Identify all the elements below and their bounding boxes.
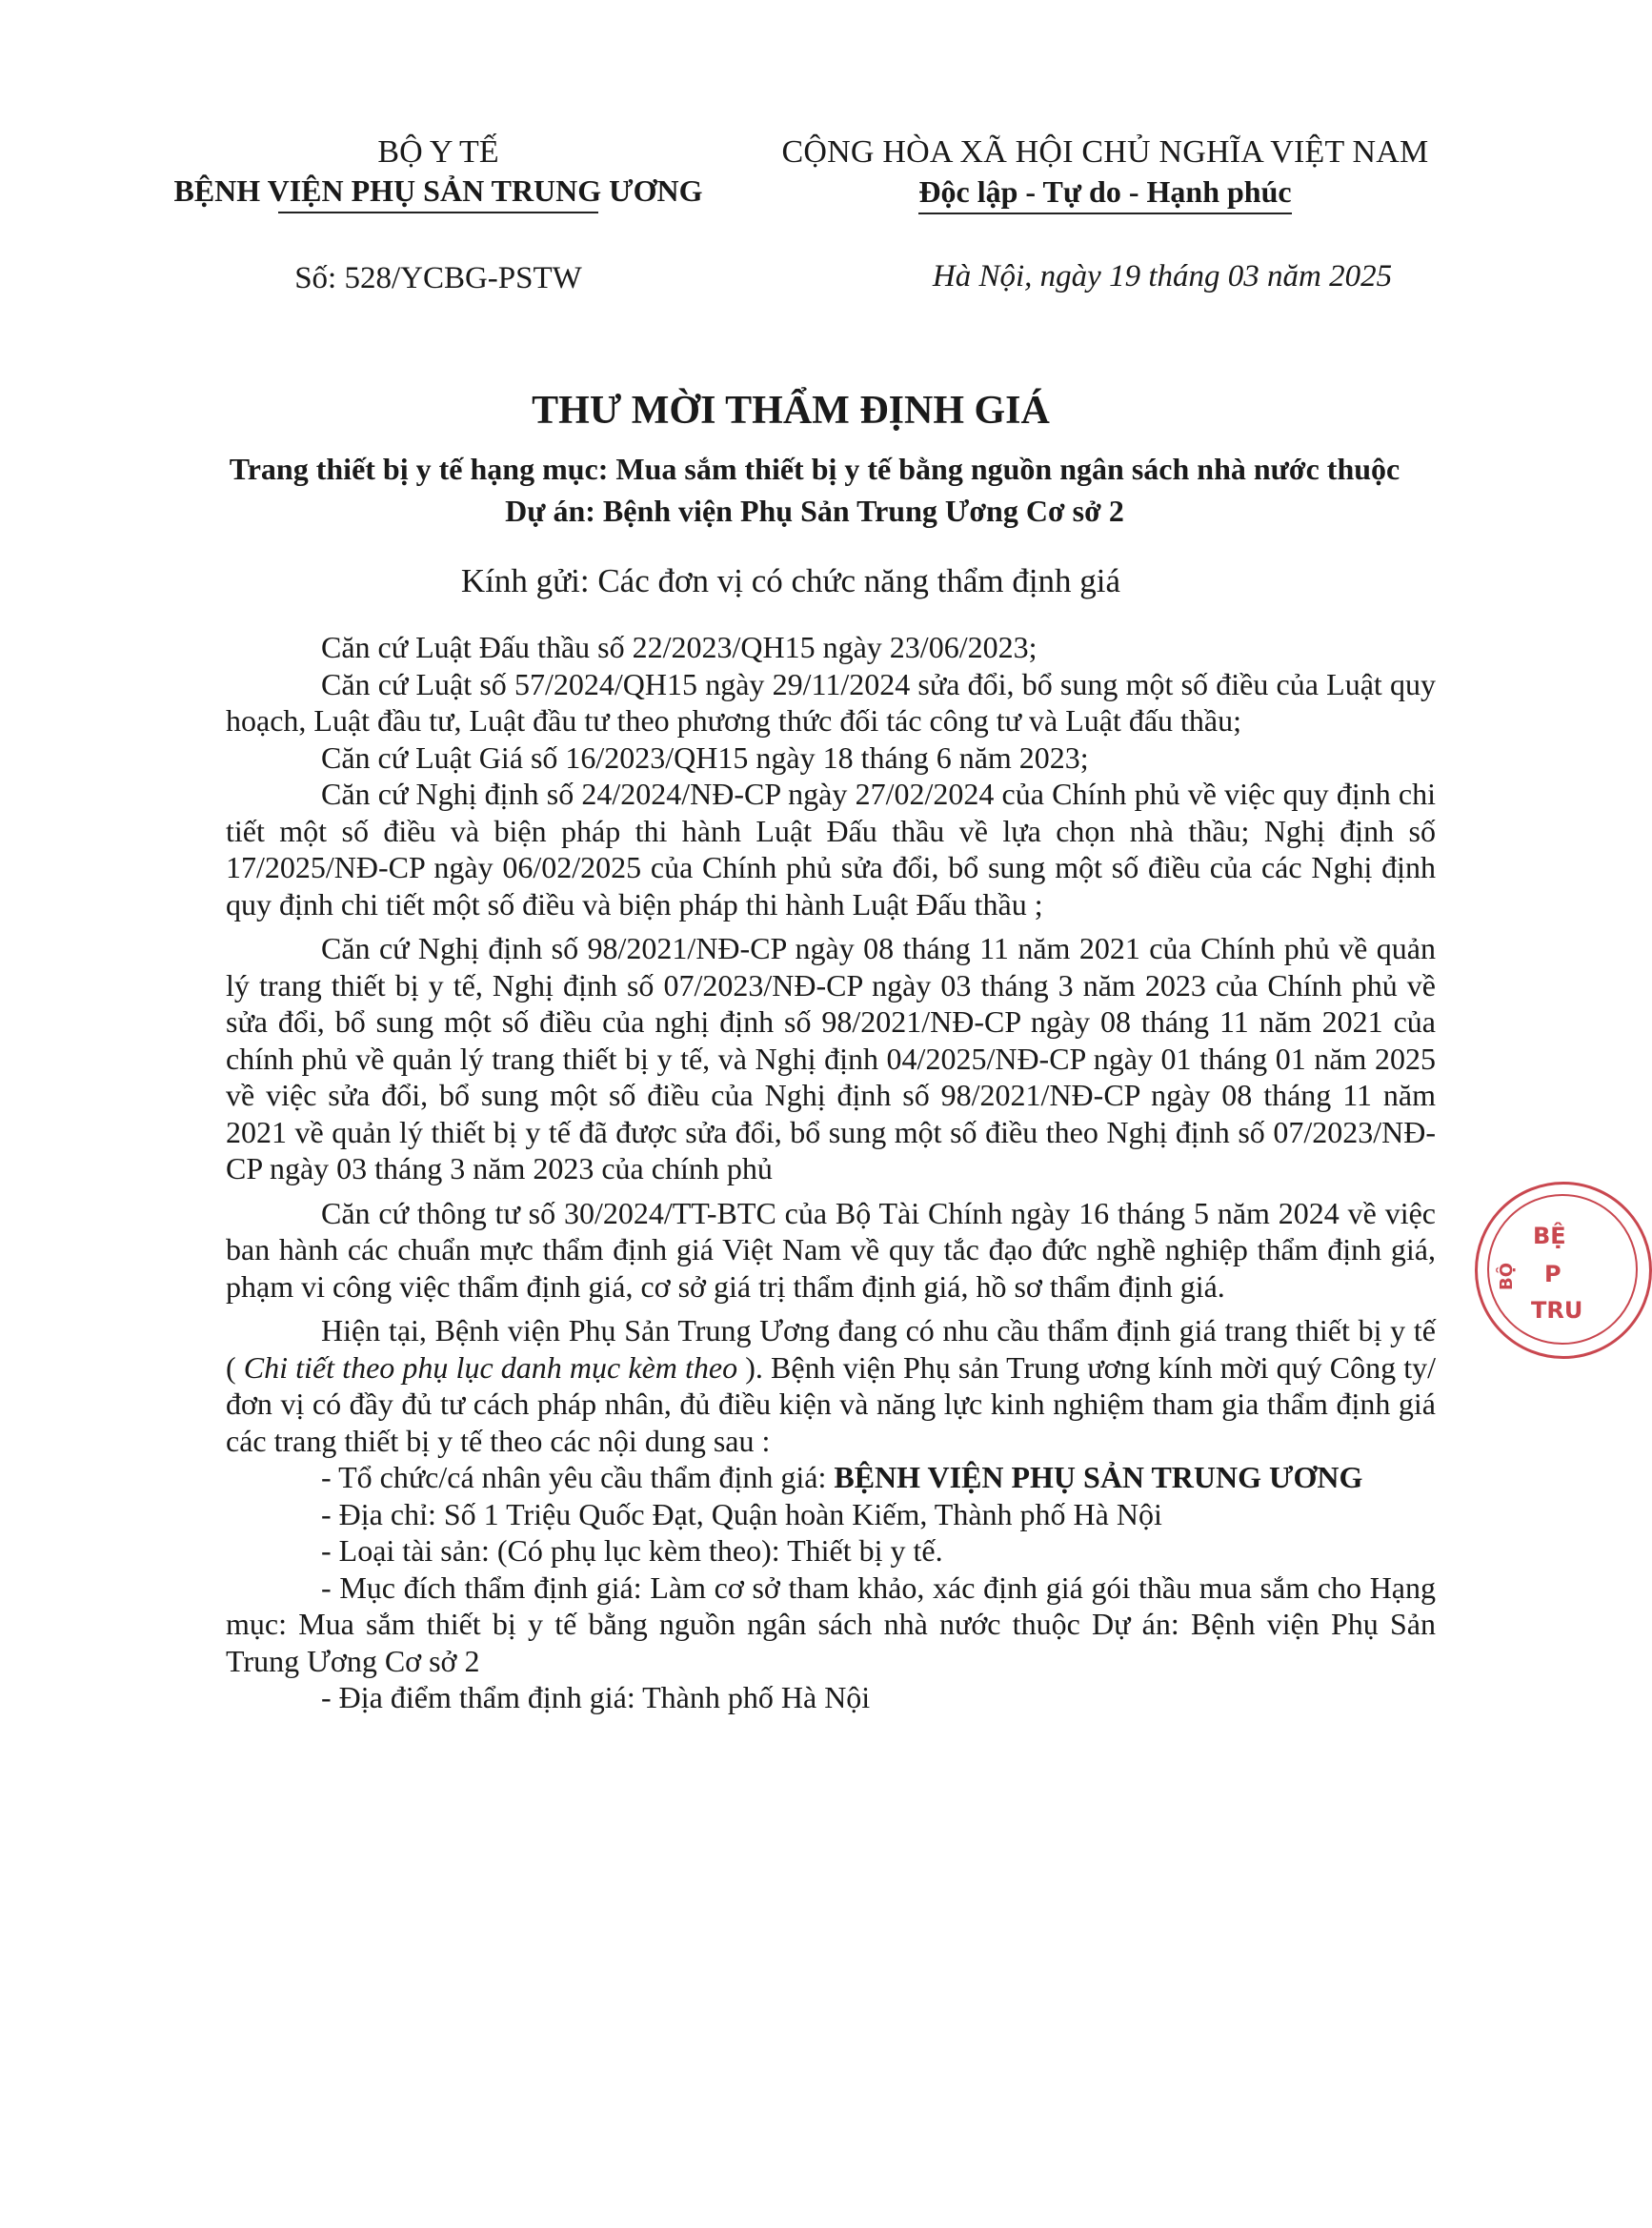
paragraph: Căn cứ Nghị định số 24/2024/NĐ-CP ngày 27/02/2024 của Chính phủ về việc quy định chi tiết một số điều và biện pháp thi hành Luật Đấu thầu về lựa chọn nhà thầu; Nghị định số 17/2025/NĐ-CP ngày 06/02/2025 của Chính phủ sửa đổi, bổ sung một số điều của các Nghị định quy định chi tiết một số điều và biện pháp thi hành Luật Đấu thầu ; [226,777,1436,922]
greeting-line: Kính gửi: Các đơn vị có chức năng thẩm định giá [460,562,1121,599]
paragraph-text: ). Bệnh viện Phụ sản Trung ương kính mời quý Công ty/đơn vị có đầy đủ tư cách pháp nhân, đủ điều kiện và năng lực kinh nghiệm tham gia thẩm định giá các trang thiết bị y tế theo các nội dung sau : [226,1349,1437,1458]
paragraph-text: Hiện tại, Bệnh viện Phụ Sản Trung Ương đang có nhu cầu thẩm định giá trang thiết bị y tế ( [226,1313,1436,1385]
ministry-name: BỘ Y TẾ [377,134,499,170]
paragraph: Căn cứ thông tư số 30/2024/TT-BTC của Bộ Tài Chính ngày 16 tháng 5 năm 2024 về việc ban hành các chuẩn mực thẩm định giá Việt Nam về quy tắc đạo đức nghề nghiệp thẩm định giá, phạm vi công việc thẩm định giá, cơ sở giá trị thẩm định giá, hồ sơ thẩm định giá. [226,1195,1436,1304]
list-item [226,1459,1436,1496]
paragraph: Căn cứ Luật Đấu thầu số 22/2023/QH15 ngày 23/06/2023; [321,630,1038,664]
list-item: - Địa điểm thẩm định giá: Thành phố Hà Nội [321,1680,871,1714]
paragraph [226,1312,1436,1459]
document-number: Số: 528/YCBG-PSTW [294,261,582,295]
list-item: - Loại tài sản: (Có phụ lục kèm theo): Thiết bị y tế. [321,1533,943,1568]
seal-text: BỘ [1497,1262,1518,1291]
document-body [226,629,1436,1716]
appendix-reference: Chi tiết theo phụ lục danh mục kèm theo [243,1349,738,1385]
list-item: - Mục đích thẩm định giá: Làm cơ sở tham khảo, xác định giá gói thầu mua sắm cho Hạng mục: Mua sắm thiết bị y tế bằng nguồn ngân sách nhà nước thuộc Dự án: Bệnh viện Phụ Sản Trung Ương Cơ sở 2 [226,1570,1436,1678]
issuer-header [143,133,734,297]
list-item-label: - Tổ chức/cá nhân yêu cầu thẩm định giá: [321,1460,835,1494]
national-title: CỘNG HÒA XÃ HỘI CHỦ NGHĨA VIỆT NAM [781,134,1429,170]
seal-text: BỆ [1533,1223,1566,1249]
national-header [753,133,1458,295]
red-seal-stamp [1475,1182,1652,1359]
paragraph: Căn cứ Luật số 57/2024/QH15 ngày 29/11/2024 sửa đổi, bổ sung một số điều của Luật quy hoạch, Luật đầu tư, Luật đầu tư theo phương thức đối tác công tư và Luật đấu thầu; [226,666,1436,738]
hospital-name: BỆNH VIỆN PHỤ SẢN TRUNG ƯƠNG [173,173,703,208]
national-motto: Độc lập - Tự do - Hạnh phúc [918,172,1291,212]
seal-text: P [1544,1261,1561,1287]
document-title: THƯ MỜI THẨM ĐỊNH GIÁ [532,389,1050,433]
requester-name: BỆNH VIỆN PHỤ SẢN TRUNG ƯƠNG [834,1460,1363,1494]
issue-date: Hà Nội, ngày 19 tháng 03 năm 2025 [932,259,1393,294]
seal-text: TRU [1531,1297,1583,1324]
paragraph: Căn cứ Nghị định số 98/2021/NĐ-CP ngày 08 tháng 11 năm 2021 của Chính phủ về quản lý trang thiết bị y tế, Nghị định số 07/2023/NĐ-CP ngày 03 tháng 3 năm 2023 của Chính phủ về sửa đổi, bổ sung một số điều của nghị định số 98/2021/NĐ-CP ngày 08 tháng 11 năm 2021 của chính phủ về quản lý trang thiết bị y tế, và Nghị định 04/2025/NĐ-CP ngày 01 tháng 01 năm 2025 về việc sửa đổi, bổ sung một số điều của Nghị định số 98/2021/NĐ-CP ngày 08 tháng 11 năm 2021 về quản lý thiết bị y tế đã được sửa đổi, bổ sung một số điều theo Nghị định số 07/2023/NĐ-CP ngày 03 tháng 3 năm 2023 của chính phủ [226,931,1436,1185]
paragraph: Căn cứ Luật Giá số 16/2023/QH15 ngày 18 tháng 6 năm 2023; [321,739,1089,775]
document-subtitle: Trang thiết bị y tế hạng mục: Mua sắm thiết bị y tế bằng nguồn ngân sách nhà nước thuộc Dự án: Bệnh viện Phụ Sản Trung Ương Cơ sở 2 [229,452,1400,528]
list-item: - Địa chỉ: Số 1 Triệu Quốc Đạt, Quận hoàn Kiếm, Thành phố Hà Nội [321,1496,1162,1531]
